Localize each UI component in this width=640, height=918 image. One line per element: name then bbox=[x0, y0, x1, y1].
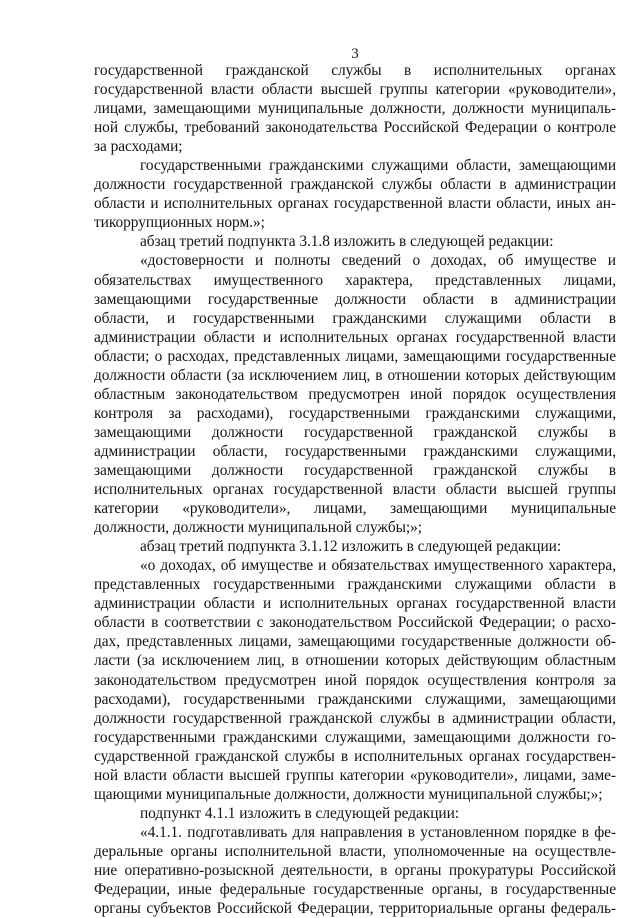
document-body bbox=[94, 61, 616, 918]
text-line: лицами, замещающими муниципальные должности, должности муниципаль- bbox=[94, 100, 616, 118]
text-line: областным законодательством предусмотрен иной порядок осуществления bbox=[94, 385, 616, 403]
text-line: должности, должности муниципальной службы;»; bbox=[94, 519, 422, 537]
text-line: «о доходах, об имуществе и обязательствах имущественного характера, bbox=[140, 557, 616, 575]
text-line: подпункт 4.1.1 изложить в следующей редакции: bbox=[140, 804, 459, 822]
text-line: замещающими должности государственной гражданской службы в bbox=[94, 423, 616, 441]
text-line: замещающими государственные должности области в администрации bbox=[94, 290, 616, 308]
text-line: государственной власти области высшей группы категории «руководители», bbox=[94, 81, 616, 99]
text-line: тикоррупционных норм.»; bbox=[94, 214, 265, 232]
text-line: деральные органы исполнительной власти, уполномоченные на осуществле- bbox=[94, 842, 616, 860]
text-line: должности области (за исключением лиц, в отношении которых действующим bbox=[94, 366, 616, 384]
text-line: области в соответствии с законодательством Российской Федерации; о расхо- bbox=[94, 614, 616, 632]
text-line: замещающими должности государственной гражданской службы в bbox=[94, 461, 616, 479]
text-line: расходами), государственными гражданскими служащими, замещающими bbox=[94, 690, 616, 708]
text-line: области и исполнительных органах государственной власти области, иных ан- bbox=[94, 195, 616, 213]
text-line: должности государственной гражданской службы области в администрации bbox=[94, 176, 616, 194]
text-line: категории «руководители», лицами, замещающими муниципальные bbox=[94, 500, 616, 518]
text-line: администрации области и исполнительных органах государственной власти bbox=[94, 595, 616, 613]
text-line: обязательствах имущественного характера, представленных лицами, bbox=[94, 271, 616, 289]
text-line: ласти (за исключением лиц, в отношении которых действующим областным bbox=[94, 652, 616, 670]
text-line: области, и государственными гражданскими служащими области в bbox=[94, 309, 616, 327]
text-line: контроля за расходами), государственными гражданскими служащими, bbox=[94, 404, 616, 422]
text-line: органы субъектов Российской Федерации, территориальные органы федераль- bbox=[94, 900, 616, 918]
text-line: ной службы, требований законодательства Российской Федерации о контроле bbox=[94, 119, 616, 137]
text-line: области; о расходах, представленных лицами, замещающими государственные bbox=[94, 347, 616, 365]
text-line: «достоверности и полноты сведений о доходах, об имуществе и bbox=[140, 252, 616, 270]
page-number: 3 bbox=[351, 46, 359, 62]
text-line: дах, представленных лицами, замещающими государственные должности об- bbox=[94, 633, 616, 651]
text-line: абзац третий подпункта 3.1.8 изложить в следующей редакции: bbox=[140, 233, 554, 251]
text-line: государственными гражданскими служащими, замещающими должности го- bbox=[94, 728, 616, 746]
text-line: ной власти области высшей группы категории «руководители», лицами, заме- bbox=[94, 766, 616, 784]
text-line: администрации области и исполнительных органах государственной власти bbox=[94, 328, 616, 346]
text-line: администрации области, государственными гражданскими служащими, bbox=[94, 442, 616, 460]
text-line: щающими муниципальные должности, должности муниципальной службы;»; bbox=[94, 785, 603, 803]
text-line: Федерации, иные федеральные государственные органы, в государственные bbox=[94, 881, 616, 899]
document-page bbox=[94, 0, 616, 918]
text-line: должности государственной гражданской службы в администрации области, bbox=[94, 709, 616, 727]
text-line: сударственной гражданской службы в исполнительных органах государствен- bbox=[94, 747, 616, 765]
text-line: представленных государственными гражданскими служащими области в bbox=[94, 576, 616, 594]
text-line: абзац третий подпункта 3.1.12 изложить в следующей редакции: bbox=[140, 538, 562, 556]
text-line: исполнительных органах государственной власти области высшей группы bbox=[94, 481, 616, 499]
text-line: ние оперативно-розыскной деятельности, в органы прокуратуры Российской bbox=[94, 861, 616, 879]
text-line: государственными гражданскими служащими области, замещающими bbox=[140, 157, 616, 175]
text-line: за расходами; bbox=[94, 138, 183, 156]
text-line: государственной гражданской службы в исполнительных органах bbox=[94, 62, 616, 79]
text-line: законодательством предусмотрен иной порядок осуществления контроля за bbox=[94, 671, 616, 689]
text-line: «4.1.1. подготавливать для направления в установленном порядке в фе- bbox=[140, 823, 616, 841]
